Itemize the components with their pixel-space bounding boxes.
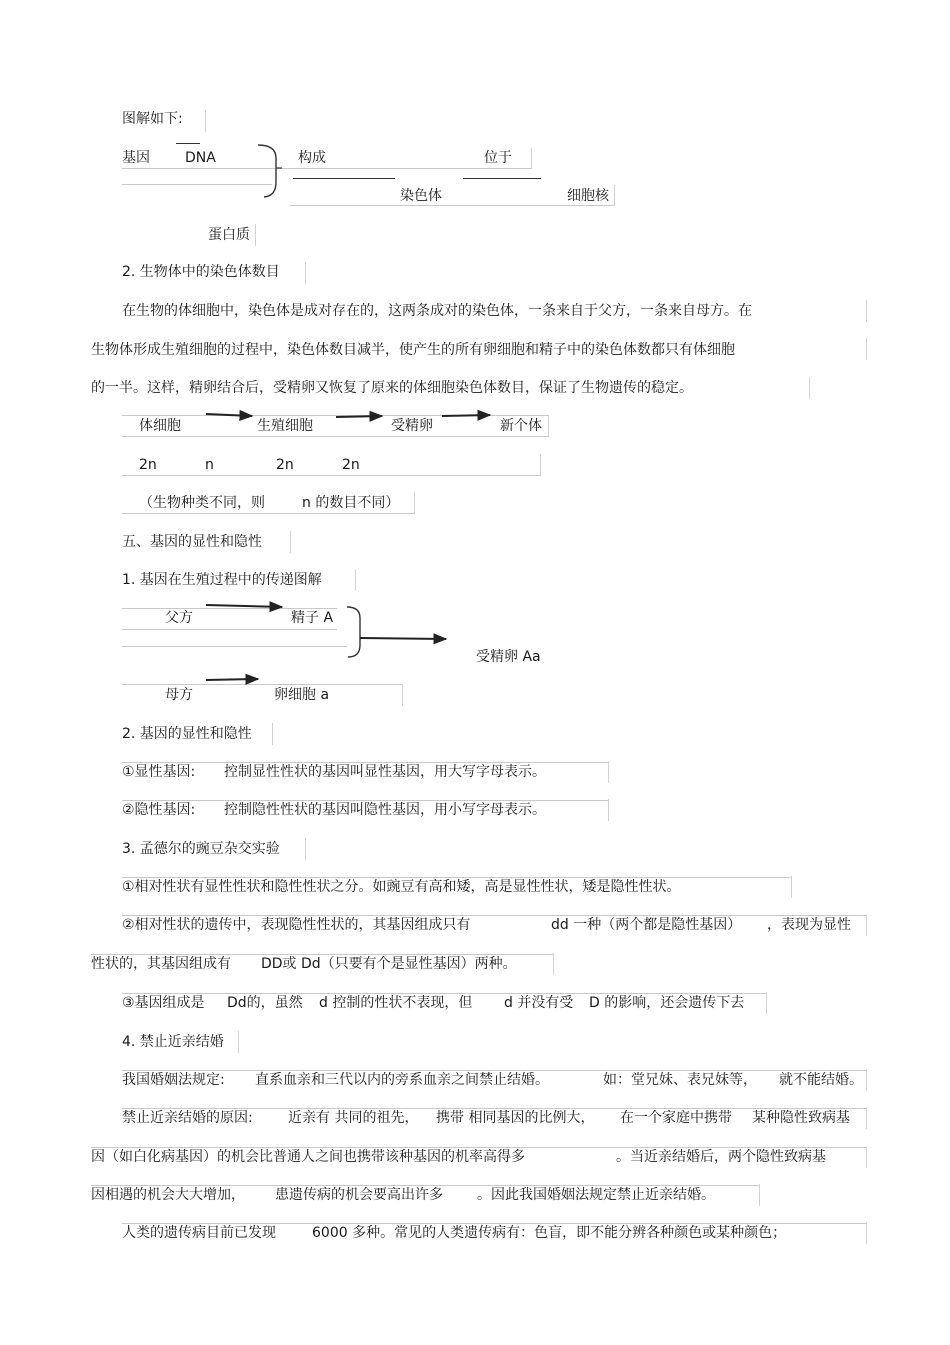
guide-line xyxy=(122,1070,867,1071)
guide-line xyxy=(122,915,867,916)
reason-h: 因相遇的机会大大增加， xyxy=(91,1187,245,1203)
label-father: 父方 xyxy=(165,610,193,626)
label-zygote-aa: 受精卵 Aa xyxy=(476,649,541,665)
mendel-point-3c: d 控制的性状不表现，但 xyxy=(319,995,473,1011)
note-species-b: n 的数目不同） xyxy=(302,495,400,511)
mendel-point-3a: ③基因组成是 xyxy=(122,995,205,1011)
guide-line xyxy=(122,762,608,763)
divider xyxy=(548,415,549,437)
disease-a: 人类的遗传病目前已发现 xyxy=(122,1225,276,1241)
dominant-text: 控制显性性状的基因叫显性基因，用大写字母表示。 xyxy=(224,764,546,780)
divider xyxy=(608,799,609,821)
label-located: 位于 xyxy=(484,150,512,166)
divider xyxy=(205,110,206,132)
brace-gametes xyxy=(347,607,360,657)
count-new-individual: 2n xyxy=(342,457,360,473)
arrow-germ-to-zygote xyxy=(336,416,382,417)
divider xyxy=(305,262,306,284)
divider xyxy=(608,761,609,783)
reason-c: 携带 相同基因的比例大， xyxy=(436,1110,595,1126)
reason-f: 因（如白化病基因）的机会比普通人之间也携带该种基因的机率高得多 xyxy=(91,1149,525,1165)
divider xyxy=(759,1184,760,1206)
divider xyxy=(866,300,867,322)
reason-j: 。因此我国婚姻法规定禁止近亲结婚。 xyxy=(477,1187,715,1203)
arrow-line-compose xyxy=(293,178,395,179)
mendel-point-3b: Dd的，虽然 xyxy=(227,995,303,1011)
arrow-mother-to-egg xyxy=(206,679,258,680)
arrow-father-to-sperm xyxy=(206,605,282,607)
guide-line xyxy=(91,1147,867,1148)
heading-section-five: 五、基因的显性和隐性 xyxy=(122,534,262,550)
label-gene: 基因 xyxy=(122,150,150,166)
brace-gene-dna xyxy=(258,145,276,197)
guide-line xyxy=(122,1223,867,1224)
count-somatic: 2n xyxy=(139,457,157,473)
divider xyxy=(791,876,792,898)
subheading-marriage: 4. 禁止近亲结婚 xyxy=(122,1034,224,1050)
subheading-mendel: 3. 孟德尔的豌豆杂交实验 xyxy=(122,841,280,857)
reason-e: 某种隐性致病基 xyxy=(752,1110,850,1126)
divider xyxy=(305,838,306,860)
law-c: 如：堂兄妹、表兄妹等， xyxy=(603,1072,757,1088)
divider xyxy=(272,723,273,745)
guide-line xyxy=(122,684,402,685)
label-nucleus: 细胞核 xyxy=(567,188,609,204)
law-a: 我国婚姻法规定: xyxy=(122,1072,225,1088)
mendel-point-3e: D 的影响，还会遗传下去 xyxy=(589,995,745,1011)
divider xyxy=(553,953,554,975)
flow-zygote: 受精卵 xyxy=(391,418,433,434)
label-protein: 蛋白质 xyxy=(208,227,250,243)
guide-line xyxy=(122,436,549,437)
mendel-point-2c: ，表现为显性 xyxy=(767,917,851,933)
reason-i: 患遗传病的机会要高出许多 xyxy=(275,1187,443,1203)
reason-b: 近亲有 共同的祖先， xyxy=(288,1110,419,1126)
divider xyxy=(866,1222,867,1244)
reason-d: 在一个家庭中携带 xyxy=(620,1110,732,1126)
arrow-line-located xyxy=(463,178,541,179)
guide-line xyxy=(122,993,767,994)
flow-germ-cell: 生殖细胞 xyxy=(257,418,313,434)
guide-line xyxy=(122,629,337,630)
mendel-point-3d: d 并没有受 xyxy=(504,995,574,1011)
dna-overline xyxy=(176,143,200,144)
mendel-point-1: ①相对性状有显性性状和隐性性状之分。如豌豆有高和矮，高是显性性状，矮是隐性性状。 xyxy=(122,879,681,895)
divider xyxy=(614,185,615,206)
mendel-point-2d: 性状的，其基因组成有 xyxy=(91,956,231,972)
mendel-point-2e: DD或 Dd（只要有个是显性基因）两种。 xyxy=(261,956,517,972)
label-sperm: 精子 A xyxy=(291,610,334,626)
guide-line xyxy=(122,168,532,169)
label-compose: 构成 xyxy=(298,150,326,166)
divider xyxy=(355,569,356,591)
guide-line xyxy=(122,1108,867,1109)
divider xyxy=(255,224,256,246)
law-b: 直系血亲和三代以内的旁系血亲之间禁止结婚。 xyxy=(255,1072,549,1088)
reason-a: 禁止近亲结婚的原因: xyxy=(122,1110,253,1126)
divider xyxy=(809,377,810,399)
diagram-intro: 图解如下: xyxy=(122,111,183,127)
guide-line xyxy=(122,646,347,647)
divider xyxy=(414,492,415,514)
mendel-point-2a: ②相对性状的遗传中，表现隐性性状的，其基因组成只有 xyxy=(122,917,471,933)
guide-line xyxy=(122,415,549,416)
guide-line xyxy=(91,1185,759,1186)
arrow-to-zygote xyxy=(360,638,446,639)
subheading-transmission: 1. 基因在生殖过程中的传递图解 xyxy=(122,572,322,588)
divider xyxy=(238,1031,239,1053)
guide-line xyxy=(122,513,414,514)
guide-line xyxy=(122,800,608,801)
guide-line xyxy=(122,877,792,878)
label-dna: DNA xyxy=(185,150,216,166)
guide-line xyxy=(91,954,553,955)
divider xyxy=(866,338,867,360)
paragraph-line-1: 在生物的体细胞中，染色体是成对存在的，这两条成对的染色体，一条来自于父方，一条来自母方。在 xyxy=(122,303,752,319)
disease-b: 6000 多种。常见的人类遗传病有：色盲，即不能分辨各种颜色或某种颜色； xyxy=(312,1225,787,1241)
recessive-text: 控制隐性性状的基因叫隐性基因，用小写字母表示。 xyxy=(224,802,546,818)
paragraph-line-3: 的一半。这样，精卵结合后，受精卵又恢复了原来的体细胞染色体数目，保证了生物遗传的稳定。 xyxy=(91,380,693,396)
guide-line xyxy=(122,184,272,185)
count-germ: n xyxy=(205,457,214,473)
divider xyxy=(866,1146,867,1168)
law-d: 就不能结婚。 xyxy=(779,1072,863,1088)
divider xyxy=(402,684,403,706)
divider xyxy=(540,454,541,476)
divider xyxy=(531,148,532,169)
guide-line xyxy=(290,205,615,206)
divider xyxy=(866,914,867,936)
flow-somatic-cell: 体细胞 xyxy=(139,418,181,434)
heading-chromosome-count: 2. 生物体中的染色体数目 xyxy=(122,264,280,280)
guide-line xyxy=(122,475,540,476)
mendel-point-2b: dd 一种（两个都是隐性基因） xyxy=(551,917,742,933)
dominant-label: ①显性基因: xyxy=(122,764,196,780)
label-egg: 卵细胞 a xyxy=(274,687,330,703)
divider xyxy=(290,531,291,553)
label-mother: 母方 xyxy=(165,687,193,703)
subheading-dominance: 2. 基因的显性和隐性 xyxy=(122,726,252,742)
paragraph-line-2: 生物体形成生殖细胞的过程中，染色体数目减半，使产生的所有卵细胞和精子中的染色体数都只有体细胞 xyxy=(91,342,735,358)
divider xyxy=(766,992,767,1014)
count-zygote: 2n xyxy=(276,457,294,473)
label-chromosome: 染色体 xyxy=(400,188,442,204)
divider xyxy=(866,1069,867,1091)
recessive-label: ②隐性基因: xyxy=(122,802,196,818)
flow-new-individual: 新个体 xyxy=(500,418,542,434)
reason-g: 。当近亲结婚后，两个隐性致病基 xyxy=(616,1149,826,1165)
note-species-a: （生物种类不同，则 xyxy=(139,495,265,511)
divider xyxy=(866,1107,867,1129)
